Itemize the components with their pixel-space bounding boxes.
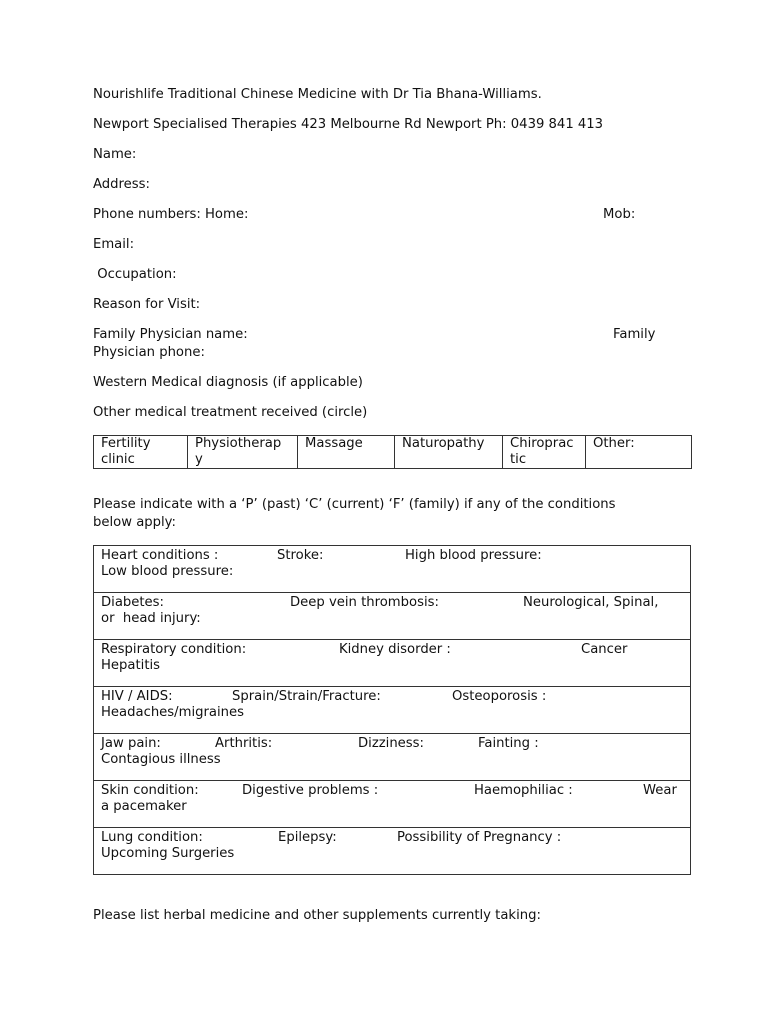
name-label: Name: (93, 147, 137, 162)
treatment-cell[interactable]: Naturopathy (395, 436, 503, 469)
condition-item[interactable]: Headaches/migraines (101, 705, 244, 720)
other-treatment-label: Other medical treatment received (circle) (93, 405, 368, 420)
condition-item[interactable]: or head injury: (101, 611, 201, 626)
western-diagnosis-label: Western Medical diagnosis (if applicable) (93, 375, 363, 390)
physician-phone-label: Physician phone: (93, 345, 205, 360)
treatment-cell[interactable]: Fertility clinic (94, 436, 188, 469)
family-physician-wrap-label: Family (613, 327, 656, 342)
practice-title: Nourishlife Traditional Chinese Medicine with Dr Tia Bhana-Williams. (93, 87, 542, 102)
conditions-row (94, 546, 690, 592)
family-physician-name-label: Family Physician name: (93, 327, 248, 342)
condition-item[interactable]: Arthritis: (215, 736, 273, 751)
herbal-medicine-label: Please list herbal medicine and other supplements currently taking: (93, 908, 541, 923)
condition-item[interactable]: Neurological, Spinal, (523, 595, 659, 610)
condition-item[interactable]: Deep vein thrombosis: (290, 595, 439, 610)
email-label: Email: (93, 237, 135, 252)
mob-label: Mob: (603, 207, 636, 222)
condition-item[interactable]: Upcoming Surgeries (101, 846, 235, 861)
condition-item[interactable]: Fainting : (478, 736, 539, 751)
conditions-row (94, 780, 690, 827)
condition-item[interactable]: Digestive problems : (242, 783, 379, 798)
phone-home-label: Phone numbers: Home: (93, 207, 249, 222)
condition-item[interactable]: HIV / AIDS: (101, 689, 173, 704)
condition-item[interactable]: Lung condition: (101, 830, 203, 845)
condition-item[interactable]: Skin condition: (101, 783, 199, 798)
condition-item[interactable]: Jaw pain: (101, 736, 161, 751)
condition-item[interactable]: Low blood pressure: (101, 564, 234, 579)
condition-item[interactable]: Respiratory condition: (101, 642, 247, 657)
condition-item[interactable]: Osteoporosis : (452, 689, 547, 704)
treatment-cell[interactable]: Physiotherap y (188, 436, 298, 469)
treatment-cell[interactable]: Other: (586, 436, 692, 469)
conditions-row (94, 686, 690, 733)
conditions-row (94, 827, 690, 874)
condition-item[interactable]: Epilepsy: (278, 830, 337, 845)
treatment-cell[interactable]: Massage (298, 436, 395, 469)
condition-item[interactable]: Kidney disorder : (339, 642, 451, 657)
condition-item[interactable]: High blood pressure: (405, 548, 542, 563)
conditions-row (94, 639, 690, 686)
conditions-table (93, 545, 691, 875)
conditions-intro-line1: Please indicate with a ‘P’ (past) ‘C’ (current) ‘F’ (family) if any of the conditions (93, 497, 616, 512)
condition-item[interactable]: Stroke: (277, 548, 324, 563)
treatment-cell[interactable]: Chiroprac tic (503, 436, 586, 469)
conditions-intro-line2: below apply: (93, 515, 176, 530)
condition-item[interactable]: Diabetes: (101, 595, 164, 610)
condition-item[interactable]: a pacemaker (101, 799, 187, 814)
condition-item[interactable]: Haemophiliac : (474, 783, 573, 798)
reason-label: Reason for Visit: (93, 297, 201, 312)
condition-item[interactable]: Heart conditions : (101, 548, 219, 563)
condition-item[interactable]: Dizziness: (358, 736, 424, 751)
address-label: Address: (93, 177, 150, 192)
treatment-table (93, 435, 692, 469)
occupation-label: Occupation: (93, 267, 177, 282)
conditions-row (94, 592, 690, 639)
condition-item[interactable]: Cancer (581, 642, 628, 657)
conditions-row (94, 733, 690, 780)
condition-item[interactable]: Possibility of Pregnancy : (397, 830, 562, 845)
practice-location: Newport Specialised Therapies 423 Melbourne Rd Newport Ph: 0439 841 413 (93, 117, 604, 132)
condition-item[interactable]: Wear (643, 783, 677, 798)
condition-item[interactable]: Contagious illness (101, 752, 221, 767)
condition-item[interactable]: Sprain/Strain/Fracture: (232, 689, 381, 704)
condition-item[interactable]: Hepatitis (101, 658, 161, 673)
